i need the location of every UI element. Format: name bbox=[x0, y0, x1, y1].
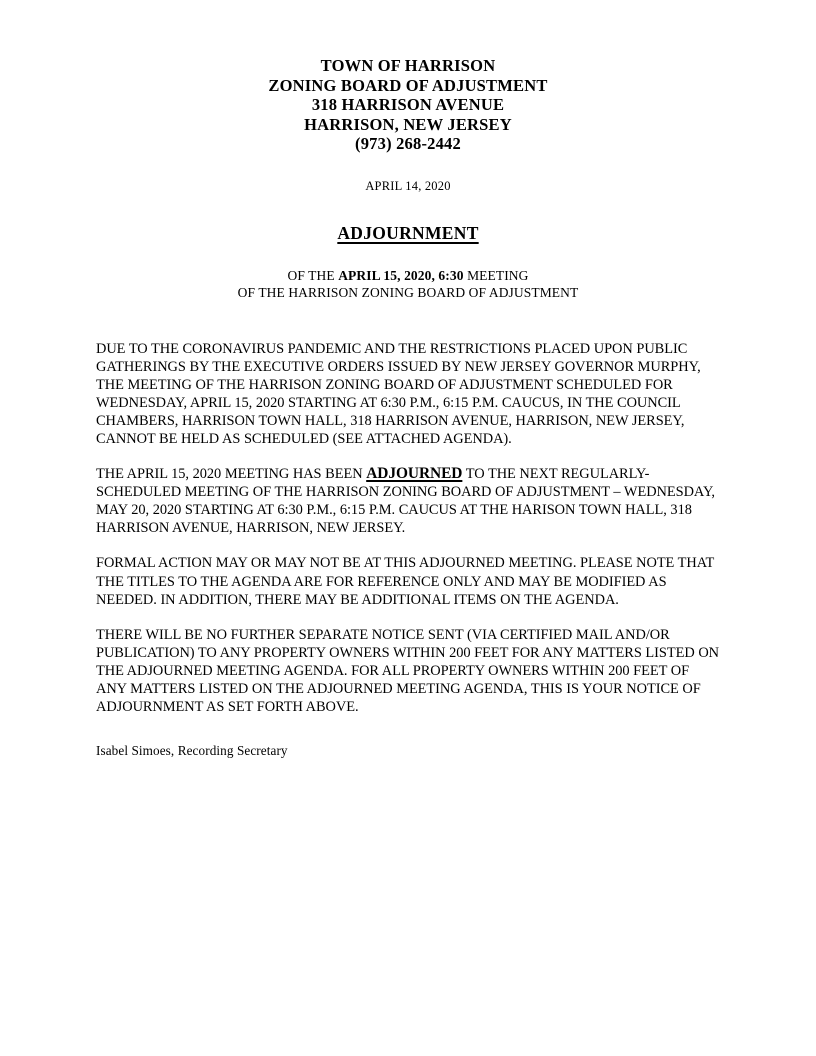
paragraph-adjournment-suffix: TO THE NEXT REGULARLY-SCHEDULED MEETING OF THE HARRISON ZONING BOARD OF ADJUSTMENT – WEDNESDAY, MAY 20, 2020 STARTING AT 6:30 P.M., 6:15 P.M. CAUCUS AT THE HARISON TOWN HALL, 318 HARRISON AVENUE, HARRISON, NEW JERSEY. bbox=[96, 466, 715, 537]
adjourned-emphasis: ADJOURNED bbox=[366, 465, 463, 483]
paragraph-formal-action: FORMAL ACTION MAY OR MAY NOT BE AT THIS ADJOURNED MEETING. PLEASE NOTE THAT THE TITLES TO THE AGENDA ARE FOR REFERENCE ONLY AND MAY BE MODIFIED AS NEEDED. IN ADDITION, THERE MAY BE ADDITIONAL ITEMS ON THE AGENDA. bbox=[96, 555, 714, 608]
page-title-text: ADJOURNMENT bbox=[337, 222, 479, 243]
paragraph-pandemic-cancellation: DUE TO THE CORONAVIRUS PANDEMIC AND THE RESTRICTIONS PLACED UPON PUBLIC GATHERINGS BY THE EXECUTIVE ORDERS ISSUED BY NEW JERSEY GOVERNOR MURPHY, THE MEETING OF THE HARRISON ZONING BOARD OF ADJUSTMENT SCHEDULED FOR WEDNESDAY, APRIL 15, 2020 STARTING AT 6:30 P.M., 6:15 P.M. CAUCUS, IN THE COUNCIL CHAMBERS, HARRISON TOWN HALL, 318 HARRISON AVENUE, HARRISON, NEW JERSEY, CANNOT BE HELD AS SCHEDULED (SEE ATTACHED AGENDA). bbox=[96, 340, 701, 447]
subtitle-prefix: OF THE bbox=[287, 267, 339, 283]
signature-line: Isabel Simoes, Recording Secretary bbox=[96, 743, 288, 759]
letterhead-line-city-state: HARRISON, NEW JERSEY bbox=[304, 114, 512, 134]
letterhead-line-phone: (973) 268-2442 bbox=[355, 134, 461, 153]
notice-date: APRIL 14, 2020 bbox=[365, 178, 451, 193]
subtitle-line-meeting bbox=[0, 267, 816, 284]
letterhead-line-board: ZONING BOARD OF ADJUSTMENT bbox=[268, 75, 548, 95]
subtitle-line-board: OF THE HARRISON ZONING BOARD OF ADJUSTMENT bbox=[237, 284, 579, 300]
paragraph-adjournment-notice bbox=[96, 465, 722, 537]
document-subtitle bbox=[0, 267, 816, 301]
paragraph-adjournment-prefix: THE APRIL 15, 2020 MEETING HAS BEEN bbox=[96, 466, 367, 483]
subtitle-suffix: MEETING bbox=[463, 267, 529, 283]
letterhead bbox=[0, 0, 816, 154]
letterhead-line-town: TOWN OF HARRISON bbox=[320, 56, 496, 75]
document-body bbox=[0, 301, 816, 717]
subtitle-meeting-datetime: APRIL 15, 2020, 6:30 bbox=[338, 267, 464, 283]
page-title bbox=[0, 223, 816, 244]
letterhead-line-street: 318 HARRISON AVENUE bbox=[311, 95, 505, 114]
paragraph-no-further-notice: THERE WILL BE NO FURTHER SEPARATE NOTICE SENT (VIA CERTIFIED MAIL AND/OR PUBLICATION) TO ANY PROPERTY OWNERS WITHIN 200 FEET FOR ANY MATTERS LISTED ON THE ADJOURNED MEETING AGENDA. FOR ALL PROPERTY OWNERS WITHIN 200 FEET OF ANY MATTERS LISTED ON THE ADJOURNED MEETING AGENDA, THIS IS YOUR NOTICE OF ADJOURNMENT AS SET FORTH ABOVE. bbox=[96, 626, 720, 716]
